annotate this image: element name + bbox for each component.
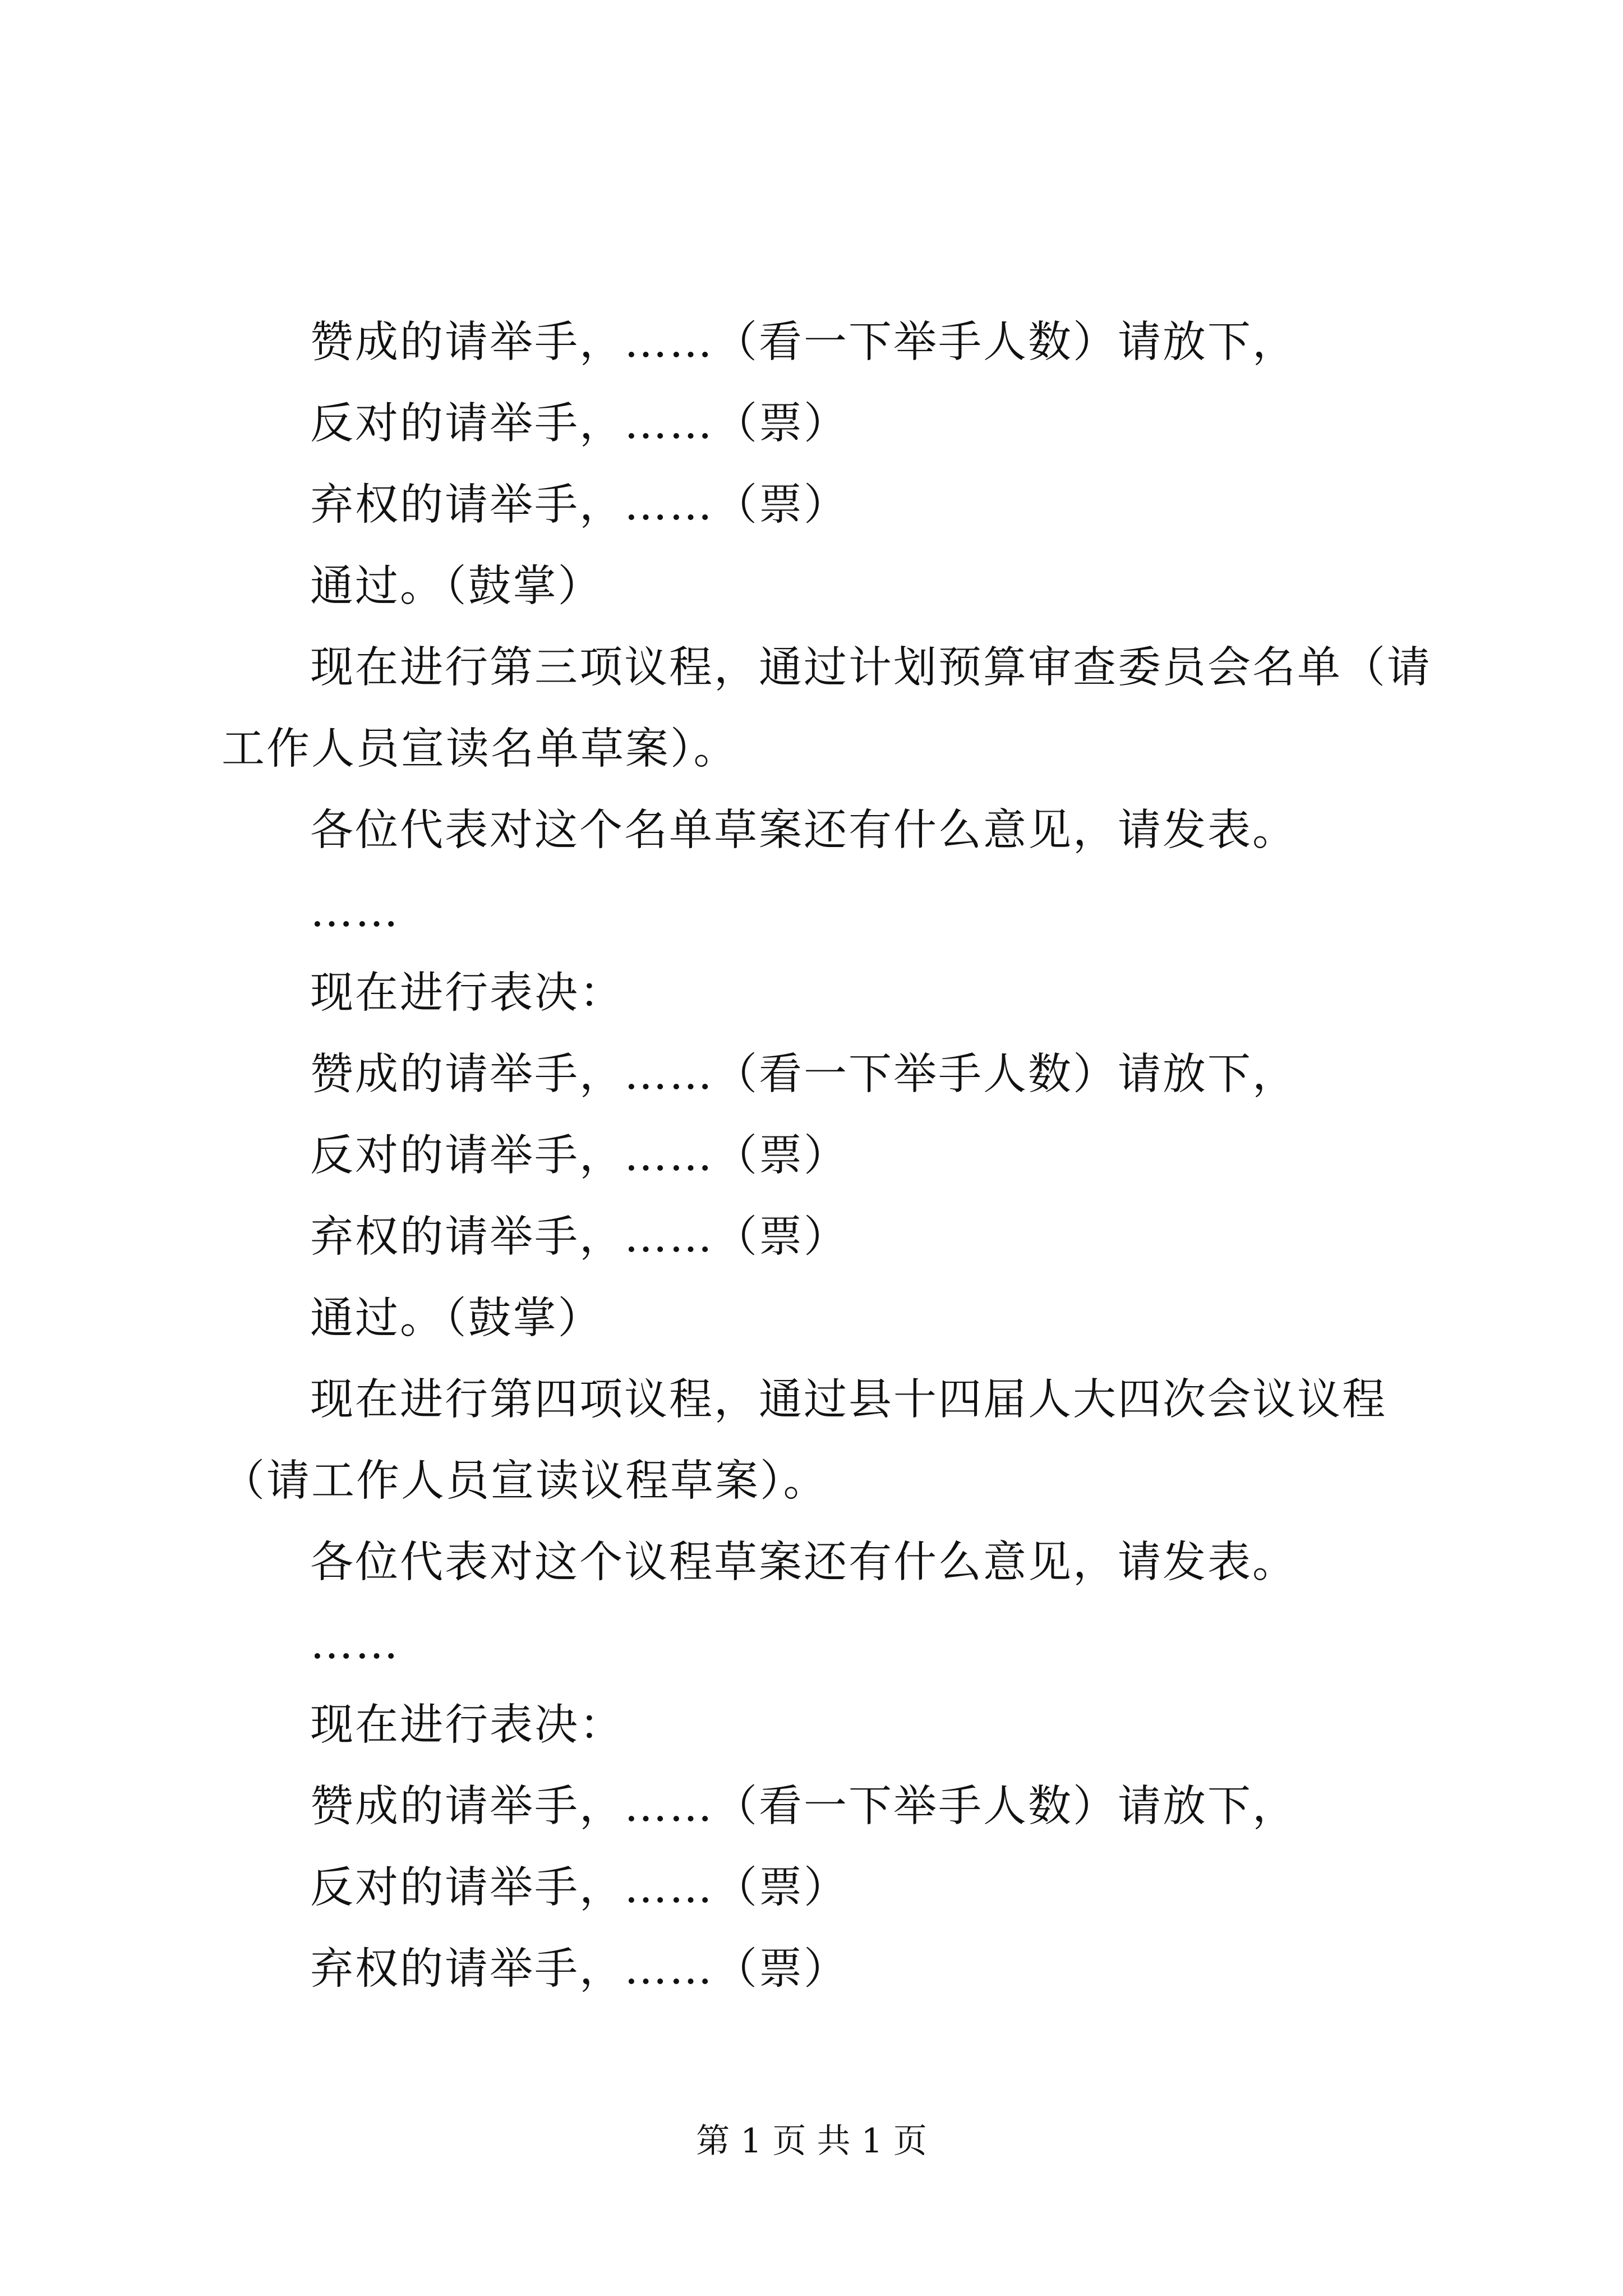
paragraph: 现在进行第四项议程，通过县十四届人大四次会议议程（请工作人员宣读议程草案）。 [222,1375,1387,1506]
page-number-footer: 第 1 页 共 1 页 [696,2122,927,2161]
paragraph: 赞成的请举手，……（看一下举手人数）请放下， [310,1782,1297,1832]
paragraph: 弃权的请举手，……（票） [310,1944,849,1994]
paragraph: 现在进行表决： [310,968,624,1018]
paragraph: 反对的请举手，……（票） [310,1863,849,1913]
paragraph: 各位代表对这个名单草案还有什么意见，请发表。 [310,806,1297,855]
paragraph: 赞成的请举手，……（看一下举手人数）请放下， [310,1050,1297,1099]
paragraph: 弃权的请举手，……（票） [310,1212,849,1262]
paragraph: 反对的请举手，……（票） [310,1131,849,1181]
paragraph: …… [310,887,400,937]
paragraph: 现在进行第三项议程，通过计划预算审查委员会名单（请工作人员宣读名单草案）。 [222,643,1432,774]
paragraph: 赞成的请举手，……（看一下举手人数）请放下， [310,318,1297,367]
paragraph: 通过。（鼓掌） [310,562,603,611]
paragraph: 弃权的请举手，……（票） [310,480,849,530]
paragraph: 反对的请举手，……（票） [310,399,849,449]
paragraph: 各位代表对这个议程草案还有什么意见，请发表。 [310,1538,1297,1588]
paragraph: 通过。（鼓掌） [310,1294,603,1343]
paragraph: 现在进行表决： [310,1700,624,1750]
document-body [222,302,1444,2010]
paragraph: …… [310,1619,400,1669]
